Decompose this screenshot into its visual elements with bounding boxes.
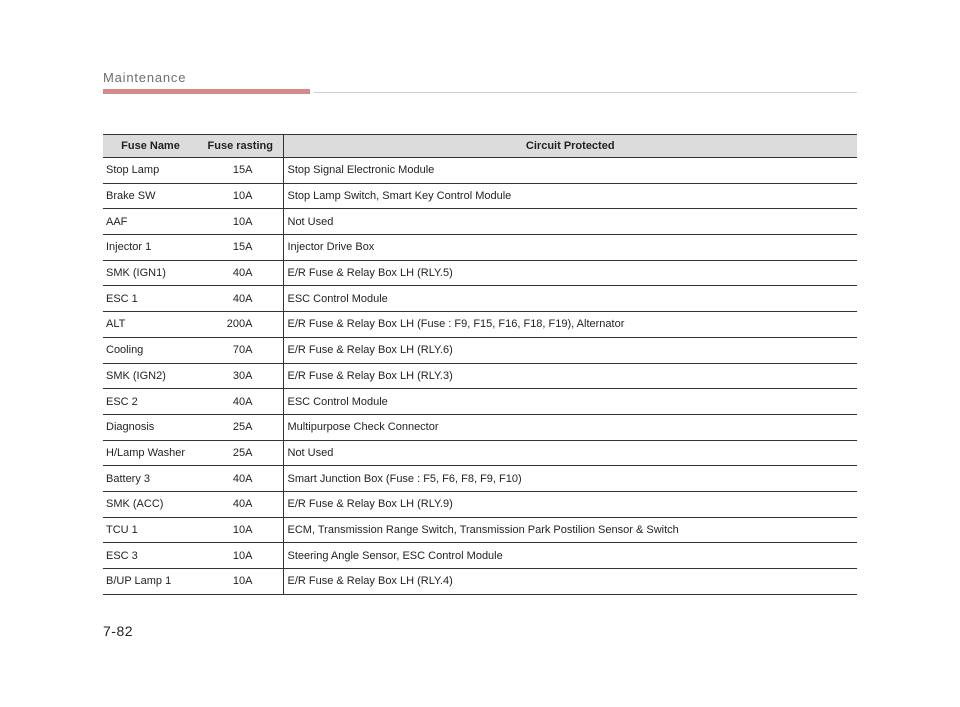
column-header-circuit-protected: Circuit Protected (283, 135, 857, 158)
circuit-protected-cell: E/R Fuse & Relay Box LH (RLY.3) (283, 363, 857, 389)
circuit-protected-cell: Injector Drive Box (283, 235, 857, 261)
fuse-name-cell: H/Lamp Washer (103, 440, 198, 466)
table-row (103, 286, 857, 312)
fuse-name-cell: SMK (IGN2) (103, 363, 198, 389)
table-row (103, 517, 857, 543)
table-row (103, 158, 857, 184)
table-row (103, 389, 857, 415)
table-row (103, 414, 857, 440)
table-row (103, 183, 857, 209)
fuse-name-cell: TCU 1 (103, 517, 198, 543)
fuse-name-cell: ESC 3 (103, 543, 198, 569)
circuit-protected-cell: ECM, Transmission Range Switch, Transmission Park Postilion Sensor & Switch (283, 517, 857, 543)
fuse-rating-cell: 10A (198, 183, 283, 209)
fuse-rating-cell: 40A (198, 389, 283, 415)
circuit-protected-cell: Stop Signal Electronic Module (283, 158, 857, 184)
fuse-name-cell: AAF (103, 209, 198, 235)
fuse-rating-cell: 40A (198, 286, 283, 312)
fuse-name-cell: B/UP Lamp 1 (103, 569, 198, 595)
circuit-protected-cell: Steering Angle Sensor, ESC Control Module (283, 543, 857, 569)
fuse-name-cell: Brake SW (103, 183, 198, 209)
fuse-rating-cell: 25A (198, 440, 283, 466)
fuse-name-cell: Battery 3 (103, 466, 198, 492)
fuse-rating-cell: 10A (198, 517, 283, 543)
fuse-table-body (103, 158, 857, 595)
circuit-protected-cell: ESC Control Module (283, 286, 857, 312)
table-row (103, 260, 857, 286)
fuse-rating-cell: 40A (198, 466, 283, 492)
circuit-protected-cell: ESC Control Module (283, 389, 857, 415)
circuit-protected-cell: Smart Junction Box (Fuse : F5, F6, F8, F9, F10) (283, 466, 857, 492)
circuit-protected-cell: E/R Fuse & Relay Box LH (Fuse : F9, F15, F16, F18, F19), Alternator (283, 312, 857, 338)
circuit-protected-cell: E/R Fuse & Relay Box LH (RLY.9) (283, 491, 857, 517)
fuse-name-cell: Stop Lamp (103, 158, 198, 184)
table-row (103, 363, 857, 389)
circuit-protected-cell: Multipurpose Check Connector (283, 414, 857, 440)
fuse-name-cell: ALT (103, 312, 198, 338)
fuse-table (103, 134, 857, 595)
table-row (103, 491, 857, 517)
fuse-name-cell: Cooling (103, 337, 198, 363)
fuse-rating-cell: 70A (198, 337, 283, 363)
circuit-protected-cell: Not Used (283, 440, 857, 466)
table-row (103, 569, 857, 595)
fuse-rating-cell: 15A (198, 158, 283, 184)
fuse-name-cell: Diagnosis (103, 414, 198, 440)
table-row (103, 337, 857, 363)
table-row (103, 235, 857, 261)
fuse-name-cell: ESC 2 (103, 389, 198, 415)
circuit-protected-cell: Stop Lamp Switch, Smart Key Control Module (283, 183, 857, 209)
header-accent-rule (103, 89, 310, 94)
circuit-protected-cell: Not Used (283, 209, 857, 235)
fuse-rating-cell: 40A (198, 260, 283, 286)
fuse-rating-cell: 200A (198, 312, 283, 338)
fuse-rating-cell: 10A (198, 543, 283, 569)
table-row (103, 209, 857, 235)
fuse-rating-cell: 40A (198, 491, 283, 517)
circuit-protected-cell: E/R Fuse & Relay Box LH (RLY.5) (283, 260, 857, 286)
header-divider-rule (314, 92, 857, 93)
section-title: Maintenance (103, 70, 187, 85)
fuse-rating-cell: 30A (198, 363, 283, 389)
fuse-rating-cell: 10A (198, 209, 283, 235)
table-row (103, 440, 857, 466)
table-row (103, 543, 857, 569)
table-row (103, 312, 857, 338)
column-header-fuse-name: Fuse Name (103, 135, 198, 158)
fuse-name-cell: ESC 1 (103, 286, 198, 312)
fuse-rating-cell: 25A (198, 414, 283, 440)
fuse-name-cell: SMK (ACC) (103, 491, 198, 517)
fuse-name-cell: Injector 1 (103, 235, 198, 261)
fuse-name-cell: SMK (IGN1) (103, 260, 198, 286)
column-header-fuse-rating: Fuse rasting (198, 135, 283, 158)
page-number: 7-82 (103, 623, 134, 639)
fuse-rating-cell: 10A (198, 569, 283, 595)
table-row (103, 466, 857, 492)
circuit-protected-cell: E/R Fuse & Relay Box LH (RLY.6) (283, 337, 857, 363)
table-header-row (103, 135, 857, 158)
circuit-protected-cell: E/R Fuse & Relay Box LH (RLY.4) (283, 569, 857, 595)
fuse-rating-cell: 15A (198, 235, 283, 261)
